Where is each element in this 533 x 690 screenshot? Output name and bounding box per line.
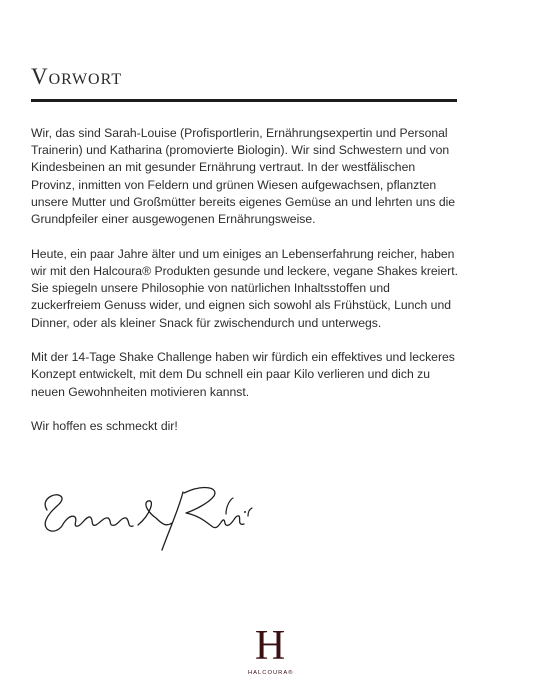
handwritten-signature bbox=[34, 480, 259, 560]
logo-wordmark: HALCOURA® bbox=[248, 670, 294, 676]
foreword-text bbox=[31, 125, 461, 453]
title-divider bbox=[31, 99, 457, 102]
logo-monogram: H bbox=[254, 623, 286, 669]
paragraph-intro: Wir, das sind Sarah-Louise (Profisportlerin, Ernährungsexpertin und Personal Trainerin) und Katharina (promovierte Biologin). Wir sind Schwestern und von Kindesbeinen an mit gesunder Ernährung vertraut. In der westfälischen Provinz, inmitten von Feldern und grünen Wiesen aufgewachsen, pflanzten unsere Mutter und Großmütter bereits eigenes Gemüse an und lehrten uns die Grundpfeiler einer ausgewogenen Ernährungsweise. bbox=[31, 126, 456, 227]
paragraph-closing: Wir hoffen es schmeckt dir! bbox=[31, 419, 178, 434]
paragraph-challenge: Mit der 14-Tage Shake Challenge haben wir fürdich ein effektives und leckeres Konzept entwickelt, mit dem Du schnell ein paar Kilo verlieren und dich zu neuen Gewohnheiten motivieren kannst. bbox=[31, 350, 455, 399]
page-title: Vorwort bbox=[31, 64, 123, 89]
paragraph-products: Heute, ein paar Jahre älter und um einiges an Lebenserfahrung reicher, haben wir mit den Halcoura® Produkten gesunde und leckere, vegane Shakes kreiert. Sie spiegeln unsere Philosophie von natürlichen Inhaltsstoffen und zuckerfreiem Genuss wider, und eignen sich sowohl als Frühstück, Lunch und Dinner, oder als kleiner Snack für zwischendurch und unterwegs. bbox=[31, 246, 458, 330]
halcoura-logo bbox=[248, 623, 294, 676]
